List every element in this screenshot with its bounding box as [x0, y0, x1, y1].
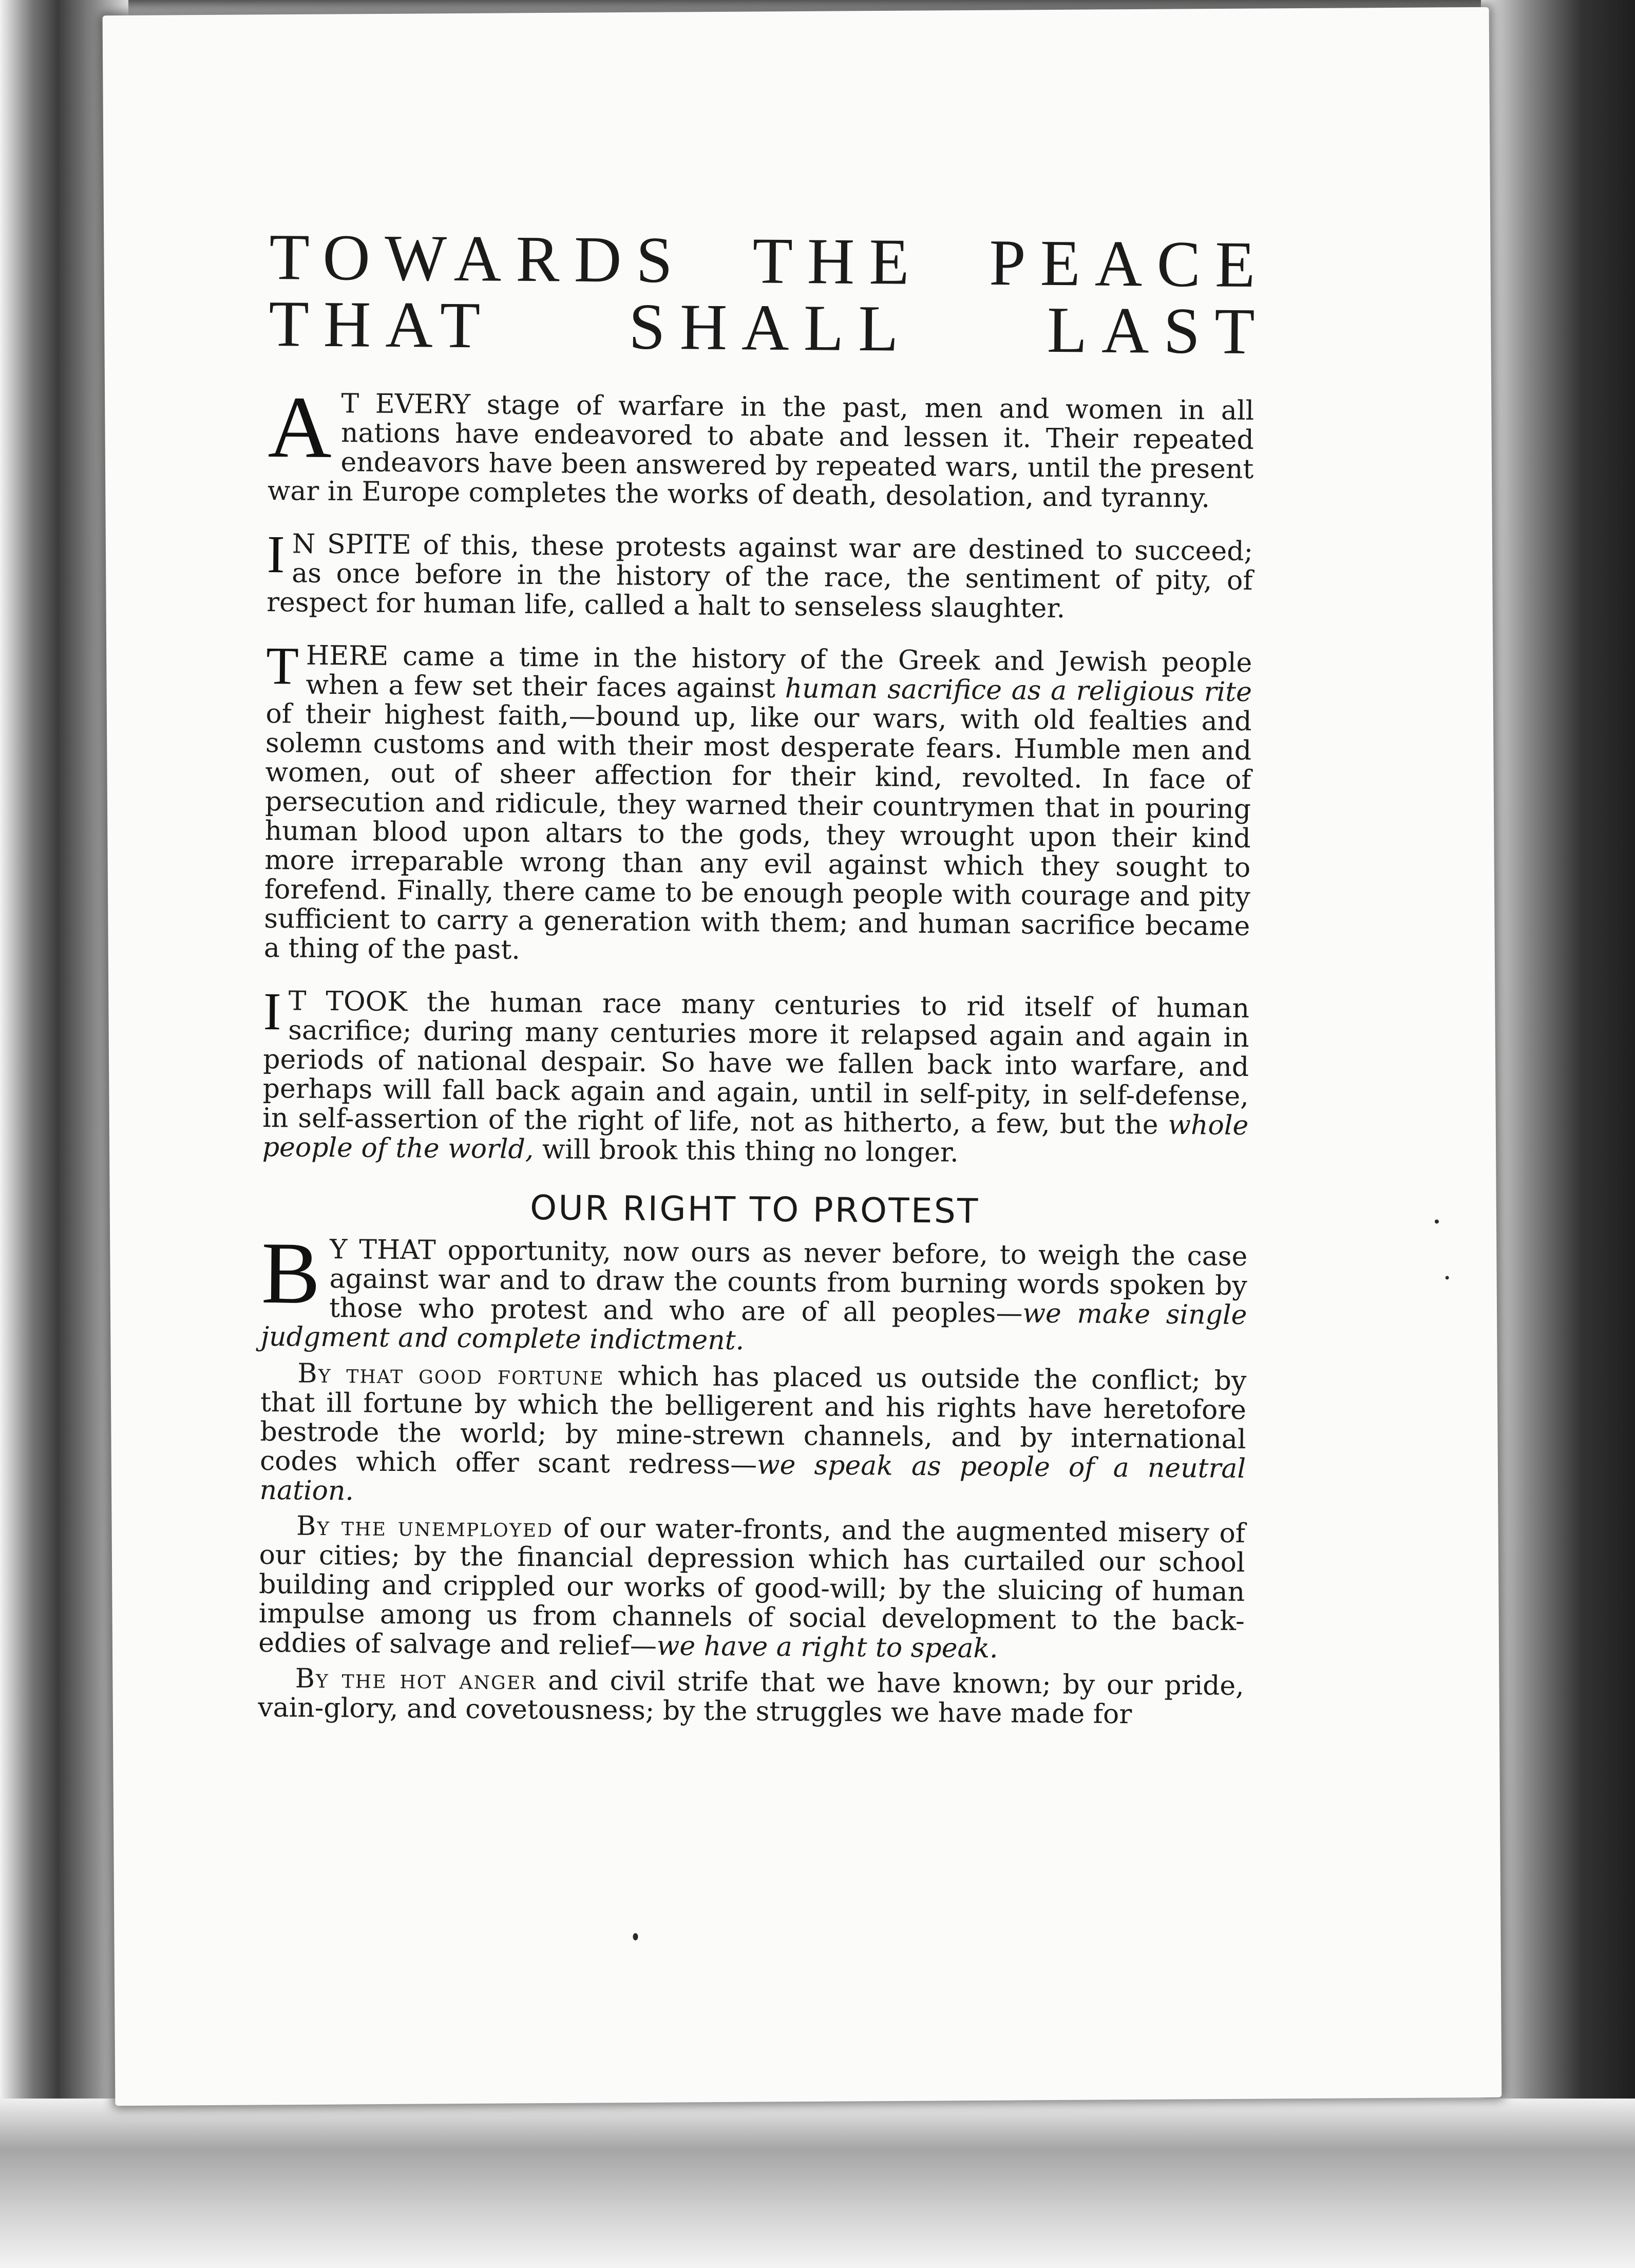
paragraph-lead: T EVERY [341, 388, 471, 421]
title-word: THE [752, 224, 924, 299]
paragraph-lead: By the unemployed [296, 1510, 554, 1544]
paragraph-there-came [263, 636, 1252, 971]
article [258, 220, 1270, 1736]
paragraph-lead: By the hot anger [295, 1663, 537, 1696]
title-word: TOWARDS [269, 220, 688, 297]
paragraph-text: of our water-fronts, and the augmented misery of our cities; by the financial depression which has curtailed our school building and crippled our works of good-will; by the sluicing of human impulse among us from channels of social development to the back-eddies of salvage and relief— [258, 1513, 1246, 1662]
paragraph-emphasis: we make single judgment and complete indictment. [260, 1298, 1247, 1356]
title-line-1 [269, 220, 1270, 301]
drop-cap: B [261, 1224, 321, 1322]
paragraph-text: and civil strife that we have known; by our pride, vain-glory, and covetousness; by the struggles we have made for [258, 1665, 1244, 1730]
paragraph-at-every-stage [267, 378, 1254, 514]
article-title [268, 220, 1270, 368]
scanner-bottom-edge [0, 2099, 1635, 2268]
title-word: THAT [268, 287, 495, 362]
drop-cap: I [263, 981, 282, 1042]
paragraph-text: of this, these protests against war are destined to succeed; as once before in the history of the race, the sentiment of pity, of respect for human life, called a halt to senseless slaughter. [266, 530, 1253, 625]
paragraph-text: stage of warfare in the past, men and women in all nations have endeavored to abate and lessen it. Their repeated endeavors have been answered by repeated wars, until the present war in Europe completes the works of death, desolation, and tyranny. [267, 389, 1254, 514]
paragraph-lead: T TOOK [288, 986, 408, 1018]
ink-speck [1446, 1276, 1449, 1279]
ink-speck [633, 1933, 638, 1940]
paragraph-emphasis: human sacrifice as a religious rite [785, 673, 1252, 708]
paragraph-by-that-good-fortune [259, 1359, 1246, 1513]
paragraph-by-the-hot-anger [258, 1664, 1244, 1730]
paragraph-by-the-unemployed [258, 1511, 1245, 1666]
paragraph-lead: HERE [306, 640, 389, 672]
paragraph-text: the human race many centuries to rid itself of human sacrifice; during many centuries more it relapsed again and again in periods of national despair. So have we fallen back into warfare, and perhaps will fall back again and again, until in self-pity, in self-defense, in self-assertion of the right of life, not as hitherto, a few, but the [262, 987, 1250, 1141]
scanner-right-edge [1481, 0, 1635, 2268]
paragraph-in-spite [266, 524, 1253, 625]
title-line-2 [268, 287, 1270, 368]
paragraph-emphasis: we have a right to speak. [656, 1631, 998, 1665]
drop-cap: A [268, 378, 332, 477]
paragraph-emphasis: whole people of the world, [262, 1109, 1249, 1165]
paragraph-text: which has placed us outside the conflict; by that ill fortune by which the belligerent and his rights have heretofore bestrode the world; by mine-strewn channels, and by international codes which offer scant redress— [259, 1360, 1247, 1481]
paragraph-text: opportunity, now ours as never before, to weigh the case against war and to draw the counts from burning words spoken by those who protest and who are of all peoples— [329, 1235, 1248, 1329]
paragraph-by-that-opportunity [260, 1224, 1248, 1359]
paragraph-text: came a time in the history of the Greek and Jewish people when a few set their faces against [306, 640, 1252, 704]
paragraph-emphasis: we speak as people of a neutral nation. [259, 1449, 1246, 1507]
section-heading: OUR RIGHT TO PROTEST [529, 1188, 980, 1231]
paragraph-text: will brook this thing no longer. [534, 1134, 959, 1168]
title-word: SHALL [628, 290, 914, 365]
ink-speck [1435, 1219, 1439, 1223]
paragraph-lead: Y THAT [329, 1234, 436, 1266]
title-word: LAST [1047, 293, 1270, 368]
title-word: PEACE [988, 226, 1270, 301]
drop-cap: T [265, 636, 299, 696]
paragraph-lead: N SPITE [292, 528, 412, 561]
paragraph-text: of their highest faith,—bound up, like our wars, with old fealties and solemn customs and with their most desperate fears. Humble men and women, out of sheer affection for their kind, revolted. In face of persecution and ridicule, they warned their countrymen that in pouring human blood upon altars to the gods, they wrought upon their kind more irreparable wrong than any evil against which they sought to forefend. Finally, there came to be enough people with courage and pity sufficient to carry a generation with them; and human sacrifice became a thing of the past. [263, 698, 1252, 966]
paragraph-lead: By that good fortune [297, 1358, 604, 1392]
drop-cap: I [267, 524, 286, 584]
paragraph-it-took [262, 981, 1250, 1170]
